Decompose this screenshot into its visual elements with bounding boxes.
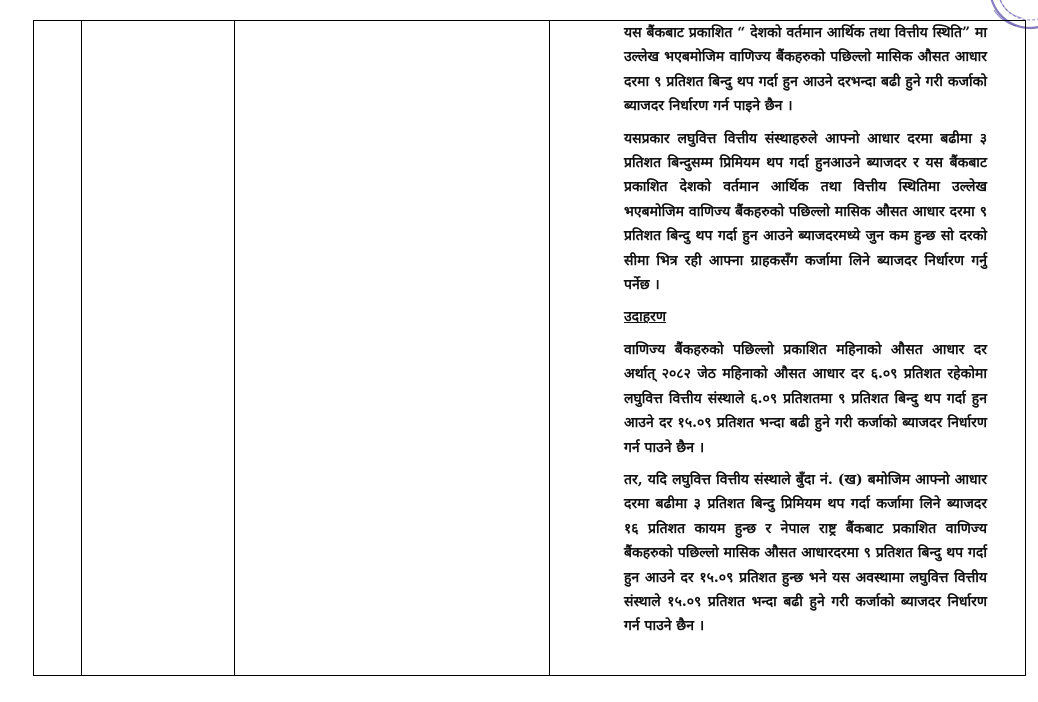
table-row (34, 21, 1026, 676)
remarks-content (550, 21, 1025, 639)
paragraph-example-1: वाणिज्य बैंकहरुको पछिल्लो प्रकाशित महिनाको औसत आधार दर अर्थात् २०८२ जेठ महिनाको औसत आधार दर ६.०९ प्रतिशत रहेकोमा लघुवित्त वित्तीय संस्थाले ६.०९ प्रतिशतमा ९ प्रतिशत बिन्दु थप गर्दा हुन आउने दर १५.०९ प्रतिशत भन्दा बढी हुने गरी कर्जाको ब्याजदर निर्धारण गर्न पाउने छैन । (624, 341, 987, 456)
table-cell-remarks (550, 21, 1026, 676)
paragraph-base-rate-limit: यस बैंकबाट प्रकाशित “ देशको वर्तमान आर्थिक तथा वित्तीय स्थिति” मा उल्लेख भएबमोजिम वाणिज्य बैंकहरुको पछिल्लो मासिक औसत आधार दरमा ९ प्रतिशत बिन्दु थप गर्दा हुन आउने दरभन्दा बढी हुने गरी कर्जाको ब्याजदर निर्धारण गर्न पाइने छैन । (624, 25, 987, 115)
document-table (33, 20, 1026, 676)
table-cell-subject (82, 21, 235, 676)
example-heading: उदाहरण (624, 309, 667, 326)
paragraph-premium-rule: यसप्रकार लघुवित्त वित्तीय संस्थाहरुले आफ्नो आधार दरमा बढीमा ३ प्रतिशत बिन्दुसम्म प्रिमियम थप गर्दा हुनआउने ब्याजदर र यस बैंकबाट प्रकाशित देशको वर्तमान आर्थिक तथा वित्तीय स्थितिमा उल्लेख भएबमोजिम वाणिज्य बैंकहरुको पछिल्लो मासिक औसत आधार दरमा ९ प्रतिशत बिन्दु थप गर्दा हुन आउने ब्याजदरमध्ये जुन कम हुन्छ सो दरको सीमा भित्र रही आफ्ना ग्राहकसँग कर्जामा लिने ब्याजदर निर्धारण गर्नु पर्नेछ । (624, 130, 987, 294)
table-cell-provision (235, 21, 550, 676)
table-cell-serial (34, 21, 82, 676)
paragraph-example-2: तर, यदि लघुवित्त वित्तीय संस्थाले बुँदा नं. (ख) बमोजिम आफ्नो आधार दरमा बढीमा ३ प्रतिशत बिन्दु प्रिमियम थप गर्दा कर्जामा लिने ब्याजदर १६ प्रतिशत कायम हुन्छ र नेपाल राष्ट्र बैंकबाट प्रकाशित वाणिज्य बैंकहरुको पछिल्लो मासिक औसत आधारदरमा ९ प्रतिशत बिन्दु थप गर्दा हुन आउने दर १५.०९ प्रतिशत हुन्छ भने यस अवस्थामा लघुवित्त वित्तीय संस्थाले १५.०९ प्रतिशत भन्दा बढी हुने गरी कर्जाको ब्याजदर निर्धारण गर्न पाउने छैन । (624, 471, 987, 635)
